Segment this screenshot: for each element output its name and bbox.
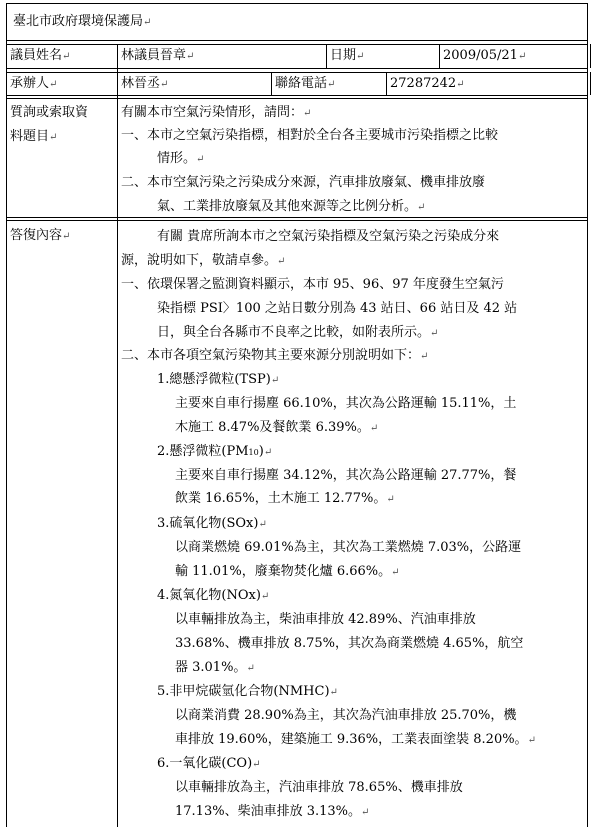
source-4-line2: 33.68%、機車排放 8.75%，其次為商業燃燒 4.65%，航空 <box>175 636 524 651</box>
phone-value: 27287242↵ <box>390 76 465 91</box>
handler-label: 承辦人↵ <box>10 76 58 91</box>
answer-1-line2: 染指標 PSI〉100 之站日數分別為 43 站日、66 站日及 42 站 <box>157 301 518 316</box>
source-4-line1: 以車輛排放為主，柴油車排放 42.89%、汽油車排放 <box>175 612 476 627</box>
source-1-title: 1.總懸浮微粒(TSP)↵ <box>157 372 280 387</box>
row-divider-4 <box>6 72 588 73</box>
councilor-label: 議員姓名↵ <box>10 48 71 63</box>
date-value: 2009/05/21↵ <box>443 48 527 63</box>
question-1-line1: 一、本市之空氣污染指標，相對於全台各主要城市污染指標之比較 <box>121 128 499 143</box>
date-label: 日期↵ <box>330 48 365 63</box>
col-divider-label <box>117 44 118 827</box>
answer-label: 答復內容↵ <box>10 228 71 243</box>
source-4-line3: 器 3.01%。↵ <box>175 660 255 675</box>
source-1-line1: 主要來自車行揚塵 66.10%，其次為公路運輸 15.11%，土 <box>175 396 517 411</box>
row-divider-3 <box>6 68 588 69</box>
row-divider-6 <box>6 98 588 99</box>
question-label-line1: 質詢或索取資 <box>10 105 89 120</box>
answer-intro-line1: 有關 貴席所詢本市之空氣污染指標及空氣污染之污染成分來 <box>157 229 500 244</box>
row-divider-7 <box>6 217 588 218</box>
table-border-left <box>6 3 7 827</box>
answer-intro-line2: 源，說明如下，敬請卓參。↵ <box>121 253 286 268</box>
question-2-line2: 氣、工業排放廢氣及其他來源等之比例分析。↵ <box>157 199 426 214</box>
answer-1-line1: 一、依環保署之監測資料顯示，本市 95、96、97 年度發生空氣污 <box>121 277 504 292</box>
source-2-line2: 飲業 16.65%，土木施工 12.77%。↵ <box>175 491 395 506</box>
agency-title: 臺北市政府環境保護局↵ <box>13 14 152 29</box>
source-4-title: 4.氮氧化物(NOx)↵ <box>157 588 270 603</box>
source-5-title: 5.非甲烷碳氫化合物(NMHC)↵ <box>157 684 338 699</box>
col-divider-date <box>326 44 327 68</box>
table-border-right <box>587 3 588 827</box>
phone-label: 聯絡電話↵ <box>275 76 336 91</box>
handler-value: 林晉丞↵ <box>121 76 169 91</box>
source-6-line1: 以車輛排放為主，汽油車排放 78.65%、機車排放 <box>175 780 463 795</box>
table-border-top <box>6 3 588 4</box>
question-2-line1: 二、本市空氣污染之污染成分來源，汽車排放廢氣、機車排放廢 <box>121 175 486 190</box>
col-divider-phone <box>271 72 272 95</box>
answer-2-line1: 二、本市各項空氣污染物其主要來源分別說明如下：↵ <box>121 348 429 363</box>
source-5-line1: 以商業消費 28.90%為主，其次為汽油車排放 25.70%，機 <box>175 708 517 723</box>
col-divider-date-value <box>439 44 440 68</box>
source-6-title: 6.一氧化碳(CO)↵ <box>157 756 261 771</box>
row-divider-5 <box>6 95 588 96</box>
source-2-title: 2.懸浮微粒(PM10)↵ <box>157 444 273 459</box>
source-1-line2: 木施工 8.47%及餐飲業 6.39%。↵ <box>175 420 379 435</box>
answer-1-line3: 日，與全台各縣市不良率之比較，如附表所示。↵ <box>157 325 439 340</box>
source-3-line2: 輸 11.01%，廢棄物焚化爐 6.66%。↵ <box>175 564 400 579</box>
question-intro: 有關本市空氣污染情形，請問：↵ <box>121 105 312 120</box>
row-divider-2 <box>6 44 588 45</box>
question-1-line2: 情形。↵ <box>157 151 205 166</box>
source-3-line1: 以商業燃燒 69.01%為主，其次為工業燃燒 7.03%，公路運 <box>175 540 522 555</box>
pm-subscript: 10 <box>248 448 259 457</box>
question-label-line2: 料題目↵ <box>10 129 58 144</box>
source-5-line2: 車排放 19.60%，建築施工 9.36%，工業表面塗裝 8.20%。↵ <box>175 732 536 747</box>
right-edge-mark-1 <box>590 44 591 68</box>
row-divider-8 <box>6 220 588 221</box>
source-2-line1: 主要來自車行揚塵 34.12%，其次為公路運輸 27.77%，餐 <box>175 468 517 483</box>
row-divider-1 <box>6 40 588 41</box>
col-divider-phone-value <box>386 72 387 95</box>
source-3-title: 3.硫氧化物(SOx)↵ <box>157 516 267 531</box>
right-edge-mark-2 <box>590 72 591 95</box>
source-6-line2: 17.13%、柴油車排放 3.13%。↵ <box>175 804 370 819</box>
councilor-value: 林議員晉章↵ <box>121 48 195 63</box>
